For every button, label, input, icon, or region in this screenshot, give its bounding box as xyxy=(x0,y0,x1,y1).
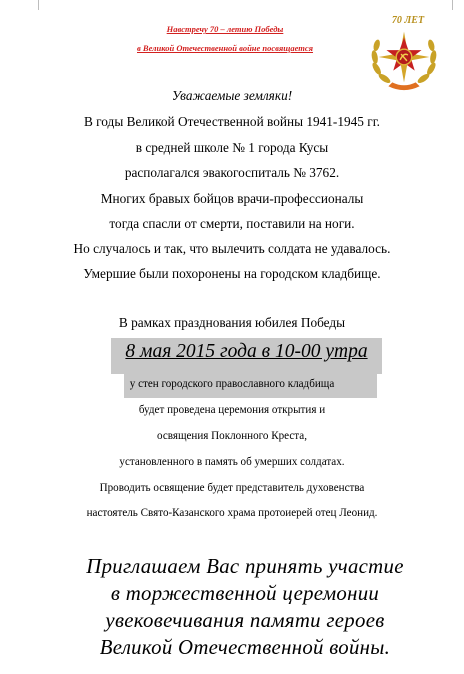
event-detail-6: настоятель Свято-Казанского храма протоиерей отец Леонид. xyxy=(86,507,378,519)
event-detail-5: Проводить освящение будет представитель духовенства xyxy=(99,482,365,494)
body-line-5: тогда спасли от смерти, поставили на ноги. xyxy=(109,216,355,231)
body-line-4: Многих бравых бойцов врачи-профессионалы xyxy=(100,191,364,206)
body-line-7: Умершие были похоронены на городском кладбище. xyxy=(83,266,381,281)
event-detail-3: освящения Поклонного Креста, xyxy=(157,430,307,442)
greeting: Уважаемые земляки! xyxy=(171,88,293,103)
event-intro: В рамках празднования юбилея Победы xyxy=(118,315,346,330)
victory-70-emblem-icon xyxy=(365,18,443,96)
header-dedication-line-1: Навстречу 70 – летию Победы xyxy=(166,24,284,34)
invitation-line-2: в торжественной церемонии xyxy=(110,582,380,605)
invitation-line-4: Великой Отечественной войны. xyxy=(99,636,391,659)
event-detail-1: у стен городского православного кладбища xyxy=(129,378,335,390)
body-line-1: В годы Великой Отечественной войны 1941-1945 гг. xyxy=(83,114,381,129)
event-detail-2: будет проведена церемония открытия и xyxy=(138,404,326,416)
page-corner-marker-right xyxy=(452,0,463,10)
body-line-3: располагался эвакогоспиталь № 3762. xyxy=(124,165,340,180)
event-date: 8 мая 2015 года в 10-00 утра xyxy=(125,341,368,362)
body-line-6: Но случалось и так, что вылечить солдата не удавалось. xyxy=(73,241,391,256)
event-detail-4: установленного в память об умерших солдатах. xyxy=(119,456,345,468)
emblem-caption: 70 ЛЕТ xyxy=(391,15,425,26)
invitation-line-1: Приглашаем Вас принять участие xyxy=(86,555,404,578)
page-corner-marker-left xyxy=(28,0,39,10)
body-line-2: в средней школе № 1 города Кусы xyxy=(135,140,329,155)
invitation-line-3: увековечивания памяти героев xyxy=(105,609,385,632)
header-dedication-line-2: в Великой Отечественной войне посвящается xyxy=(137,43,313,53)
